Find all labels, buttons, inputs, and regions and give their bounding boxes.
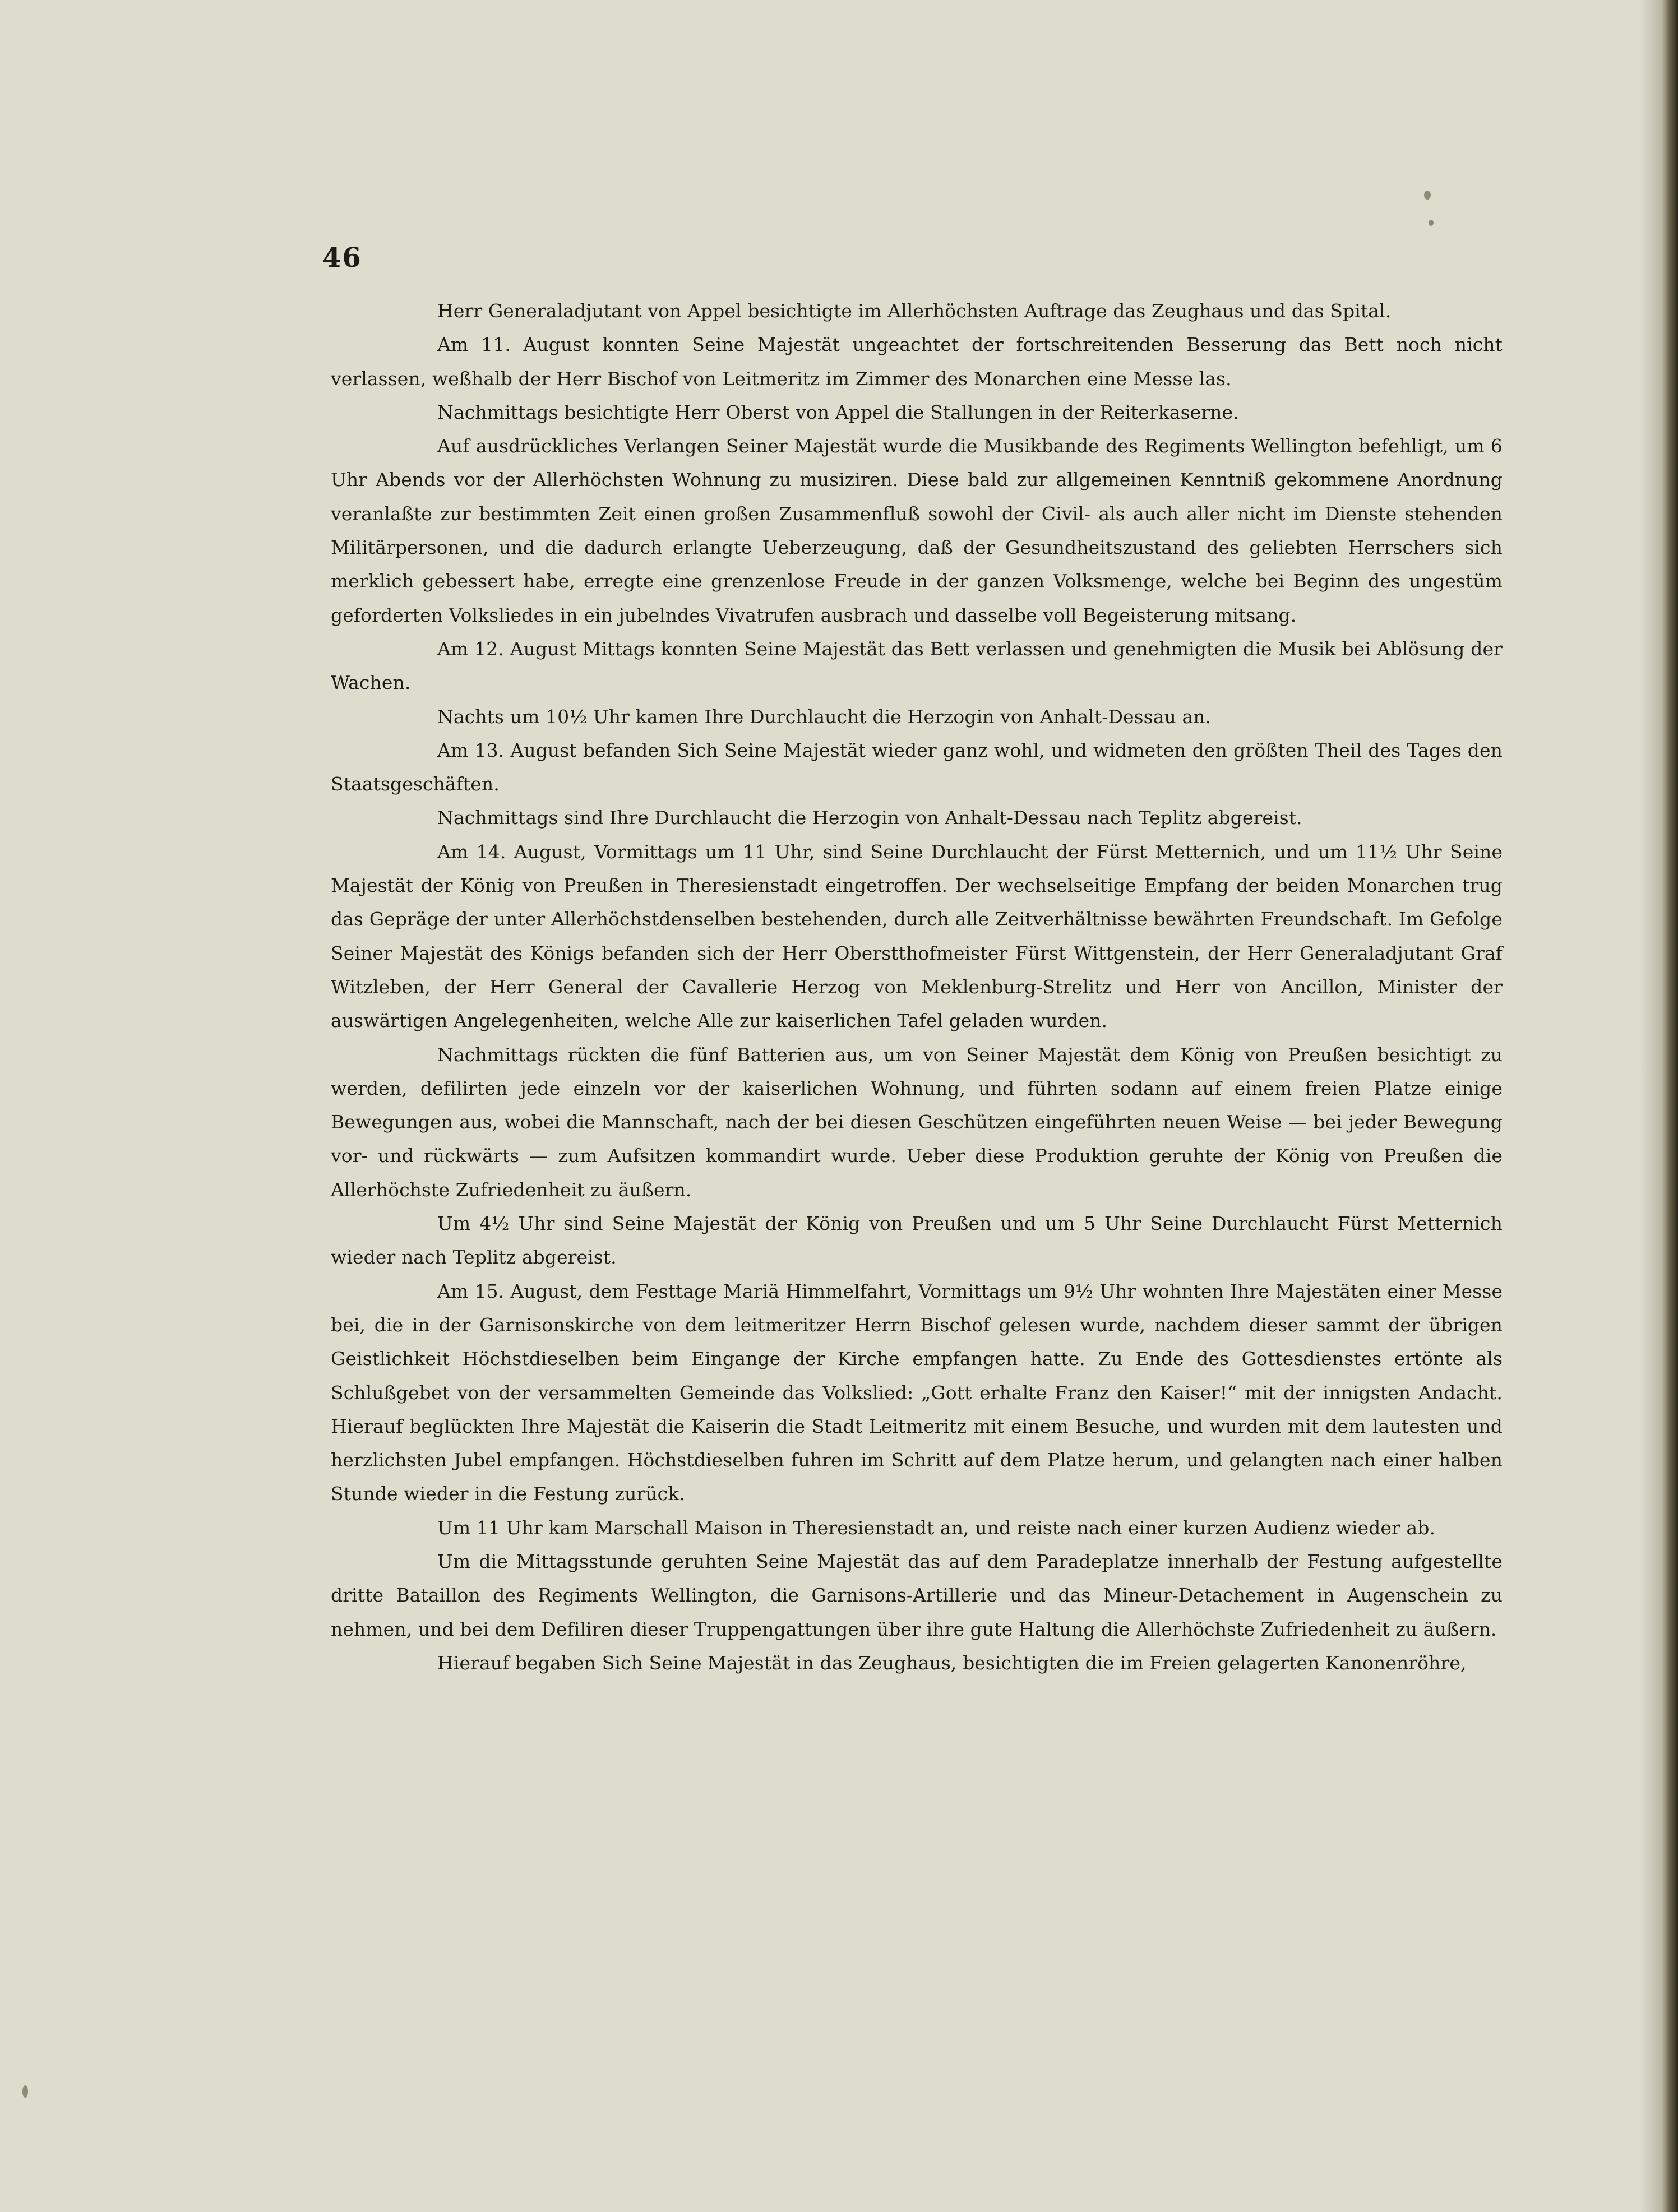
page-number: 46 xyxy=(322,242,362,274)
paragraph: Am 13. August befanden Sich Seine Majestät wieder ganz wohl, und widmeten den größten Theil des Tages den Staatsgeschäften. xyxy=(331,739,1503,795)
book-spine xyxy=(1662,0,1678,2212)
paper-speck xyxy=(1429,220,1434,226)
paragraph: Um 11 Uhr kam Marschall Maison in Theresienstadt an, und reiste nach einer kurzen Audienz wieder ab. xyxy=(437,1516,1436,1539)
paragraph: Am 11. August konnten Seine Majestät ungeachtet der fortschreitenden Besserung das Bett noch nicht verlassen, weßhalb der Herr Bischof von Leitmeritz im Zimmer des Monarchen eine Messe las. xyxy=(331,334,1503,390)
paragraph: Am 14. August, Vormittags um 11 Uhr, sind Seine Durchlaucht der Fürst Metternich, und um 11½ Uhr Seine Majestät der König von Preußen in Theresienstadt eingetroffen. Der wechselseitige Empfang der beiden Monarchen trug das Gepräge der unter Allerhöchstdenselben bestehenden, durch alle Zeitverhältnisse bewährten Freundschaft. Im Gefolge Seiner Majestät des Königs befanden sich der Herr Oberstthofmeister Fürst Wittgenstein, der Herr Generaladjutant Graf Witzleben, der Herr General der Cavallerie Herzog von Meklenburg-Strelitz und Herr von Ancillon, Minister der auswärtigen Angelegenheiten, welche Alle zur kaiserlichen Tafel geladen wurden. xyxy=(331,840,1503,1032)
paragraph: Am 12. August Mittags konnten Seine Majestät das Bett verlassen und genehmigten die Musik bei Ablösung der Wachen. xyxy=(331,637,1503,694)
body-text xyxy=(331,294,1503,1680)
paragraph: Hierauf begaben Sich Seine Majestät in das Zeughaus, besichtigten die im Freien gelagerten Kanonenröhre, xyxy=(437,1651,1467,1674)
paragraph: Nachmittags besichtigte Herr Oberst von Appel die Stallungen in der Reiterkaserne. xyxy=(437,401,1239,423)
paragraph: Herr Generaladjutant von Appel besichtigte im Allerhöchsten Auftrage das Zeughaus und das Spital. xyxy=(437,300,1392,322)
paragraph: Nachmittags rückten die fünf Batterien aus, um von Seiner Majestät dem König von Preußen besichtigt zu werden, defilirten jede einzeln vor der kaiserlichen Wohnung, und führten sodann auf einem freien Platze einige Bewegungen aus, wobei die Mannschaft, nach der bei diesen Geschützen eingeführten neuen Weise — bei jeder Bewegung vor- und rückwärts — zum Aufsitzen kommandirt wurde. Ueber diese Produktion geruhte der König von Preußen die Allerhöchste Zufriedenheit zu äußern. xyxy=(331,1043,1503,1201)
paper-speck xyxy=(1424,191,1431,200)
paragraph: Auf ausdrückliches Verlangen Seiner Majestät wurde die Musikbande des Regiments Wellington befehligt, um 6 Uhr Abends vor der Allerhöchsten Wohnung zu musiziren. Diese bald zur allgemeinen Kenntniß gekommene Anordnung veranlaßte zur bestimmten Zeit einen großen Zusammenfluß sowohl der Civil- als auch aller nicht im Dienste stehenden Militärpersonen, und die dadurch erlangte Ueberzeugung, daß der Gesundheitszustand des geliebten Herrschers sich merklich gebessert habe, erregte eine grenzenlose Freude in der ganzen Volksmenge, welche bei Beginn des ungestüm geforderten Volksliedes in ein jubelndes Vivatrufen ausbrach und dasselbe voll Begeisterung mitsang. xyxy=(331,435,1503,626)
paragraph: Um 4½ Uhr sind Seine Majestät der König von Preußen und um 5 Uhr Seine Durchlaucht Fürst Metternich wieder nach Teplitz abgereist. xyxy=(331,1213,1503,1269)
page-edge-shadow xyxy=(1640,0,1662,2212)
paragraph: Am 15. August, dem Festtage Mariä Himmelfahrt, Vormittags um 9½ Uhr wohnten Ihre Majestäten einer Messe bei, die in der Garnisonskirche von dem leitmeritzer Herrn Bischof gelesen wurde, nachdem dieser sammt der übrigen Geistlichkeit Höchstdieselben beim Eingange der Kirche empfangen hatte. Zu Ende des Gottesdienstes ertönte als Schlußgebet von der versammelten Gemeinde das Volkslied: „Gott erhalte Franz den Kaiser!“ mit der innigsten Andacht. Hierauf beglückten Ihre Majestät die Kaiserin die Stadt Leitmeritz mit einem Besuche, und wurden mit dem lautesten und herzlichsten Jubel empfangen. Höchstdieselben fuhren im Schritt auf dem Platze herum, und gelangten nach einer halben Stunde wieder in die Festung zurück. xyxy=(331,1280,1503,1505)
paper-speck xyxy=(22,2085,28,2098)
paragraph: Um die Mittagsstunde geruhten Seine Majestät das auf dem Paradeplatze innerhalb der Festung aufgestellte dritte Bataillon des Regiments Wellington, die Garnisons-Artillerie und das Mineur-Detachement in Augenschein zu nehmen, und bei dem Defiliren dieser Truppengattungen über ihre gute Haltung die Allerhöchste Zufriedenheit zu äußern. xyxy=(331,1550,1503,1640)
paragraph: Nachts um 10½ Uhr kamen Ihre Durchlaucht die Herzogin von Anhalt-Dessau an. xyxy=(437,705,1212,728)
paragraph: Nachmittags sind Ihre Durchlaucht die Herzogin von Anhalt-Dessau nach Teplitz abgereist. xyxy=(437,807,1302,829)
